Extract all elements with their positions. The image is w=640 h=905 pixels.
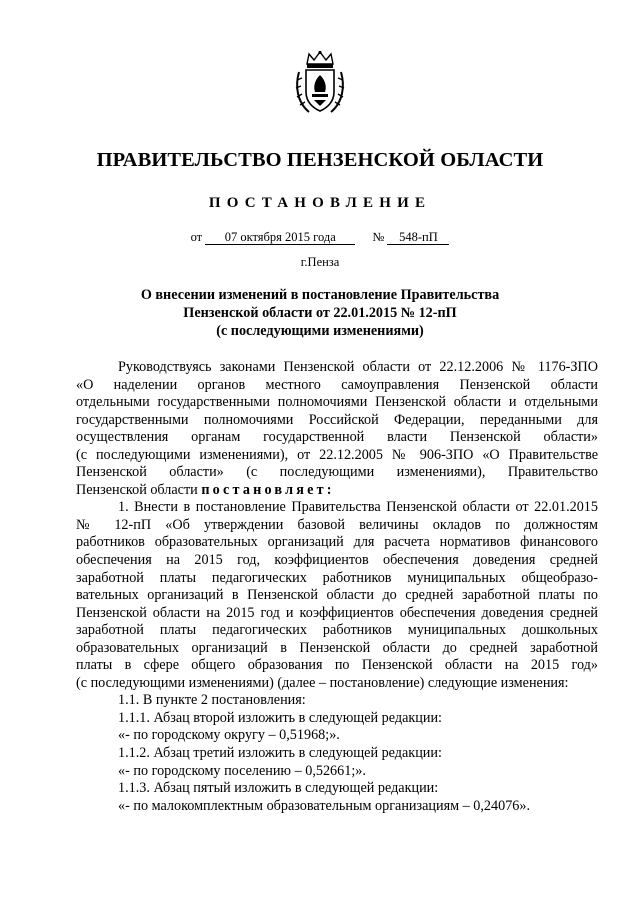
body-line: Пензенской области» (с последующими изменениями), Правительство	[76, 464, 598, 481]
subitem-line: 1.1.2. Абзац третий изложить в следующей редакции:	[118, 745, 442, 762]
subitem-line: 1.1.3. Абзац пятый изложить в следующей редакции:	[118, 780, 439, 797]
subitem-line: «- по малокомплектным образовательным организациям – 0,24076».	[118, 797, 531, 814]
document-title	[100, 286, 540, 340]
body-line: (с последующими изменениями), от 22.12.2005 № 906-ЗПО «О Правительстве	[76, 446, 598, 463]
coat-of-arms-icon	[293, 50, 347, 116]
decision-word: постановляет:	[201, 481, 335, 498]
body-line: государственными полномочиями Российской Федерации, переданными для	[76, 411, 598, 428]
title-line: Пензенской области от 22.01.2015 № 12-пП	[183, 305, 457, 321]
document-type: ПОСТАНОВЛЕНИЕ	[208, 195, 432, 211]
title-line: О внесении изменений в постановление Правительства	[140, 287, 500, 303]
date-number-line	[0, 230, 640, 245]
subitem-line: 1.1.1. Абзац второй изложить в следующей редакции:	[118, 709, 442, 726]
body-line-last	[76, 482, 598, 500]
body-line: Руководствуясь законами Пензенской области от 22.12.2006 № 1176-ЗПО	[118, 359, 598, 375]
body-line: заработной платы педагогических работников муниципальных общеобразо-	[76, 569, 598, 586]
body-line: отдельными государственными полномочиями Пензенской области и отдельными	[76, 394, 598, 411]
date-prefix: от	[190, 230, 203, 244]
body-line: (с последующими изменениями) (далее – постановление) следующие изменения:	[76, 674, 569, 691]
body-line: Пензенской области на 2015 год и коэффициентов обеспечения доведения средней	[76, 604, 598, 621]
document-body	[76, 359, 598, 815]
city: г.Пенза	[300, 255, 340, 269]
title-line: (с последующими изменениями)	[216, 323, 424, 339]
document-date: 07 октября 2015 года	[205, 230, 355, 245]
subitem-line: «- по городскому округу – 0,51968;».	[118, 727, 340, 744]
body-line: вательных организаций в Пензенской области до средней заработной платы по	[76, 587, 598, 604]
document-number: 548-пП	[387, 230, 449, 245]
body-line: работников образовательных организаций для расчета нормативов финансового	[76, 534, 598, 551]
body-text: Пензенской области	[76, 481, 198, 498]
body-line: образовательных организаций в Пензенской области до средней заработной	[76, 639, 598, 656]
body-line: обеспечения на 2015 год, коэффициентов обеспечения доведения средней	[76, 552, 598, 569]
subitem-line: «- по городскому поселению – 0,52661;».	[118, 762, 366, 779]
body-line: «О наделении органов местного самоуправления Пензенской области	[76, 376, 598, 393]
body-line: 1. Внести в постановление Правительства Пензенской области от 22.01.2015	[118, 499, 598, 516]
body-line: платы в сфере общего образования по Пензенской области на 2015 год»	[76, 657, 598, 674]
number-prefix: №	[372, 230, 385, 244]
body-line: заработной платы педагогических работников муниципальных дошкольных	[76, 622, 598, 639]
government-title: ПРАВИТЕЛЬСТВО ПЕНЗЕНСКОЙ ОБЛАСТИ	[96, 149, 544, 171]
body-line: № 12-пП «Об утверждении базовой величины окладов по должностям	[76, 516, 598, 533]
subitem-line: 1.1. В пункте 2 постановления:	[118, 692, 306, 709]
body-line: осуществления органам государственной власти Пензенской области»	[76, 429, 598, 446]
